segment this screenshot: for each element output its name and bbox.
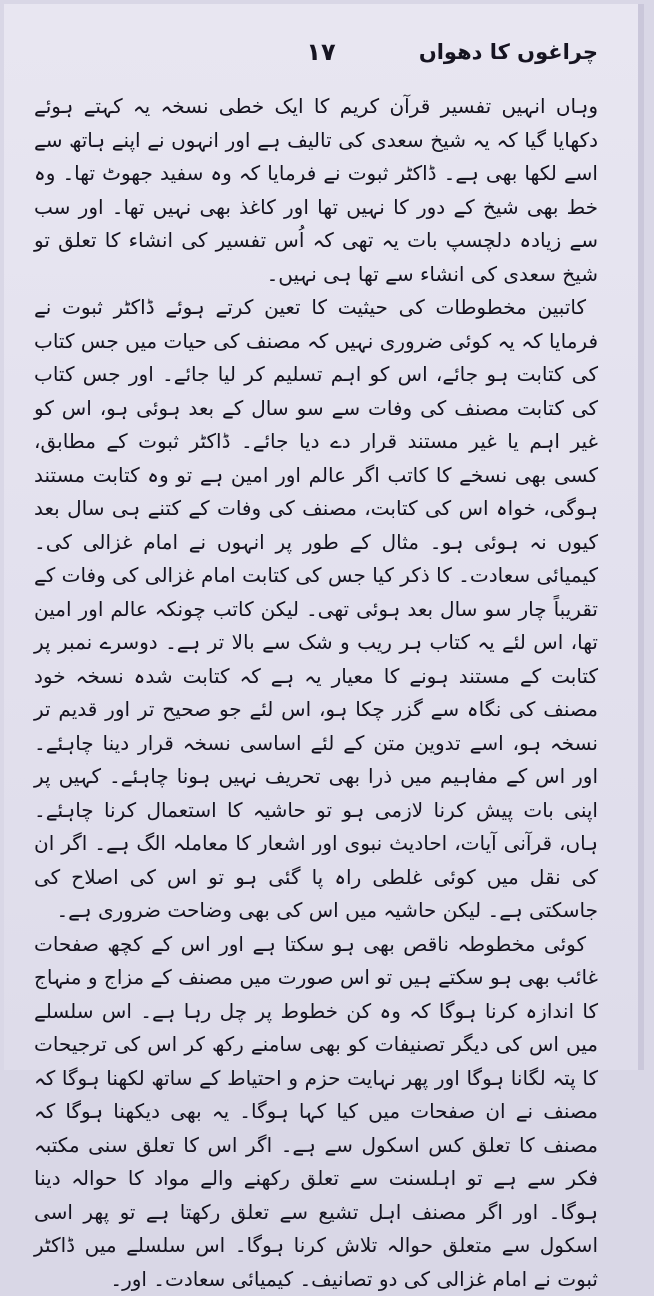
page-number: ۱۷ [306,38,335,66]
paragraph-2: کاتبین مخطوطات کی حیثیت کا تعین کرتے ہوئے ڈاکٹر ثبوت نے فرمایا کہ یہ کوئی ضروری نہیں کہ مصنف کی حیات میں جس کتاب کی کتابت ہو جائے، اس کو اہم تسلیم کر لیا جائے۔ اور جس کتاب کی کتابت مصنف کی وفات سے سو سال کے بعد ہوئی ہو، اس کو غیر اہم یا غیر مستند قرار دے دیا جائے۔ ڈاکٹر ثبوت کے مطابق، کسی بھی نسخے کا کاتب اگر عالم اور امین ہے تو وہ کتابت مستند ہوگی، خواہ اس کی کتابت، مصنف کی وفات کے کتنے ہی سال بعد کیوں نہ ہوئی ہو۔ مثال کے طور پر انہوں نے امام غزالی کی۔ کیمیائی سعادت۔ کا ذکر کیا جس کی کتابت امام غزالی کی وفات کے تقریباً چار سو سال بعد ہوئی تھی۔ لیکن کاتب چونکہ عالم اور امین تھا، اس لئے یہ کتاب ہر ریب و شک سے بالا تر ہے۔ دوسرے نمبر پر کتابت کے مستند ہونے کا معیار یہ ہے کہ کتابت شدہ نسخہ خود مصنف کی نگاہ سے گزر چکا ہو، اس لئے جو صحیح تر اور قدیم تر نسخہ ہو، اسے تدوین متن کے لئے اساسی نسخہ قرار دینا چاہئے۔ اور اس کے مفاہیم میں ذرا بھی تحریف نہیں ہونا چاہئے۔ کہیں پر اپنی بات پیش کرنا لازمی ہو تو حاشیہ کا استعمال کرنا چاہئے۔ ہاں، قرآنی آیات، احادیث نبوی اور اشعار کا معاملہ الگ ہے۔ اگر ان کی نقل میں کوئی غلطی راہ پا گئی ہو تو اس کی اصلاح کی جاسکتی ہے۔ لیکن حاشیہ میں اس کی بھی وضاحت ضروری ہے۔ [34,291,598,928]
book-page [4,4,644,1070]
paragraph-1: وہاں انہیں تفسیر قرآن کریم کا ایک خطی نسخہ یہ کہتے ہوئے دکھایا گیا کہ یہ شیخ سعدی کی تالیف ہے اور انہوں نے اپنے ہاتھ سے اسے لکھا بھی ہے۔ ڈاکٹر ثبوت نے فرمایا کہ وہ سفید جھوٹ تھا۔ وہ خط بھی شیخ کے دور کا نہیں تھا اور کاغذ بھی نہیں تھا۔ اور سب سے زیادہ دلچسپ بات یہ تھی کہ اُس تفسیر کی انشاء کا تعلق تو شیخ سعدی کی انشاء سے تھا ہی نہیں۔ [34,90,598,291]
paragraph-3: کوئی مخطوطہ ناقص بھی ہو سکتا ہے اور اس کے کچھ صفحات غائب بھی ہو سکتے ہیں تو اس صورت میں مصنف کے مزاج و منہاج کا اندازہ کرنا ہوگا کہ وہ کن خطوط پر چل رہا ہے۔ اس سلسلے میں اس کی دیگر تصنیفات کو بھی سامنے رکھ کر اس کی ترجیحات کا پتہ لگانا ہوگا اور پھر نہایت حزم و احتیاط کے ساتھ لکھنا ہوگا کہ مصنف نے ان صفحات میں کیا کہا ہوگا۔ یہ بھی دیکھنا ہوگا کہ مصنف کا تعلق کس اسکول سے ہے۔ اگر اس کا تعلق سنی مکتبہ فکر سے ہے تو اہلسنت سے تعلق رکھنے والے مواد کا حوالہ دینا ہوگا۔ اور اگر مصنف اہل تشیع سے تعلق رکھتا ہے تو پھر اسی اسکول سے متعلق حوالہ تلاش کرنا ہوگا۔ اس سلسلے میں ڈاکٹر ثبوت نے امام غزالی کی دو تصانیف۔ کیمیائی سعادت۔ اور۔ [34,928,598,1296]
page-header [44,40,598,76]
running-title: چراغوں کا دھواں [419,40,598,64]
body-text [34,90,598,1296]
